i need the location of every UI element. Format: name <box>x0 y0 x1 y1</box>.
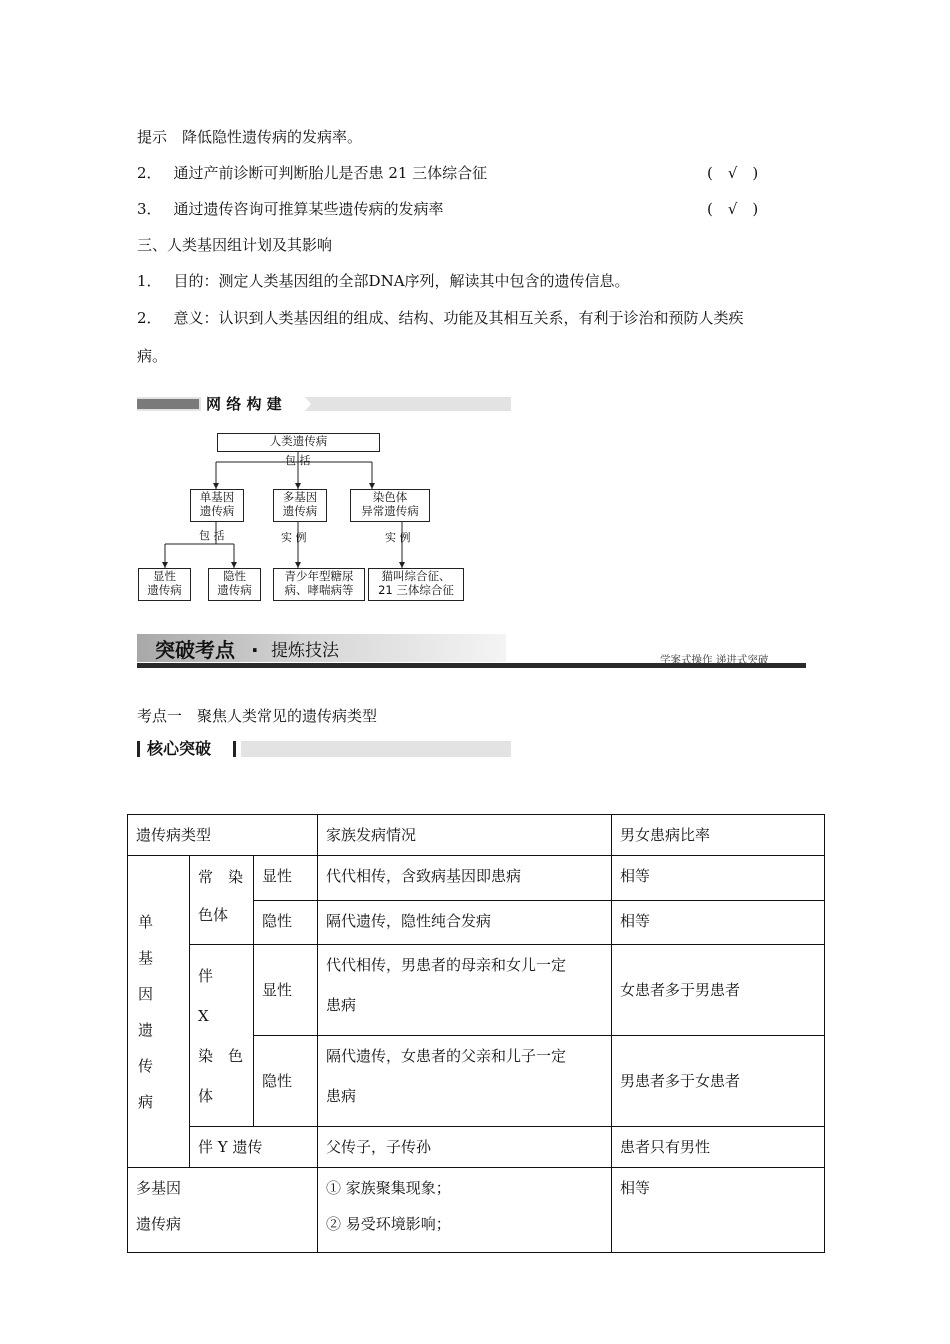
table-row <box>128 945 825 1036</box>
auto-rec-ratio-cell: 相等 <box>612 900 825 945</box>
cell-text: 代代相传，男患者的母亲和女儿一定 <box>326 956 567 974</box>
network-header-arrow-icon <box>295 395 313 413</box>
node-label: 遗传病 <box>217 583 252 597</box>
auto-dom-ratio-cell: 相等 <box>612 856 825 901</box>
node-label: 病、哮喘病等 <box>284 583 354 597</box>
item-text: 通过遗传咨询可推算某些遗传病的发病率 <box>173 200 444 218</box>
network-header-dark-block <box>137 399 199 409</box>
item-number: 2． <box>137 309 162 327</box>
autosome-cell <box>190 856 254 945</box>
x-rec-family-cell <box>318 1036 612 1127</box>
cell-text: 遗传病 <box>136 1215 182 1233</box>
item-text: 意义：认识到人类基因组的组成、结构、功能及其相互关系，有利于诊治和预防人类疾 <box>173 309 744 327</box>
vertical-char: 因 <box>138 984 154 1003</box>
node-label: 猫叫综合征、 <box>381 569 451 583</box>
item-number: 2． <box>137 164 162 182</box>
node-label: 遗传病 <box>199 504 235 518</box>
judge-item-2 <box>137 163 487 183</box>
cell-text: 染 色 <box>198 1046 244 1065</box>
judge-mark-3: ( √ ) <box>707 200 759 218</box>
node-chromosomal <box>350 489 430 522</box>
table-header-row <box>128 815 825 856</box>
node-recessive <box>208 568 261 601</box>
polygenic-ratio-cell: 相等 <box>612 1168 825 1253</box>
core-header-left-tick <box>137 741 140 757</box>
x-dom-family-cell <box>318 945 612 1036</box>
core-header-title: 核心突破 <box>147 739 212 758</box>
item-number: 1． <box>137 272 162 290</box>
polygenic-family-cell <box>318 1168 612 1253</box>
cell-text: 体 <box>198 1086 214 1105</box>
core-header-right-tick <box>233 741 236 757</box>
cell-text: ② 易受环境影响； <box>326 1215 451 1233</box>
node-label: 21 三体综合征 <box>378 583 454 597</box>
cell-text: 患病 <box>326 996 357 1014</box>
node-label: 单基因 <box>199 490 235 504</box>
vertical-char: 传 <box>138 1056 154 1075</box>
point1-title: 考点一 聚焦人类常见的遗传病类型 <box>137 707 378 725</box>
section3-title: 三、人类基因组计划及其影响 <box>137 236 333 254</box>
hint-text: 降低隐性遗传病的发病率。 <box>182 128 363 146</box>
header-cell-type: 遗传病类型 <box>128 815 318 856</box>
cell-text: ① 家族聚集现象； <box>326 1179 451 1197</box>
judge-mark-2: ( √ ) <box>707 164 759 182</box>
item-text: 目的：测定人类基因组的全部DNA序列，解读其中包含的遗传信息。 <box>173 272 630 290</box>
polygenic-cell <box>128 1168 318 1253</box>
edge-label-example-1: 实 例 <box>281 531 307 544</box>
node-label: 隐性 <box>223 569 246 583</box>
table-row <box>128 1168 825 1253</box>
node-label: 染色体 <box>372 490 408 504</box>
network-header-title: 网 络 构 建 <box>206 395 282 413</box>
hint-label: 提示 <box>137 128 168 146</box>
vertical-char: 遗 <box>138 1020 154 1039</box>
xlinked-cell <box>190 945 254 1127</box>
edge-label-example-2: 实 例 <box>385 531 411 544</box>
node-label: 异常遗传病 <box>361 504 419 518</box>
x-rec-ratio-cell: 男患者多于女患者 <box>612 1036 825 1127</box>
y-ratio-cell: 患者只有男性 <box>612 1127 825 1168</box>
s3-item-1 <box>137 271 630 291</box>
x-dom-ratio-cell: 女患者多于男患者 <box>612 945 825 1036</box>
node-label: 遗传病 <box>282 504 318 518</box>
dominant-cell: 显性 <box>254 856 318 901</box>
cell-text: 常 染 <box>198 868 244 886</box>
node-chrom-example <box>368 568 464 601</box>
item-text: 通过产前诊断可判断胎儿是否患 21 三体综合征 <box>173 164 488 182</box>
y-linked-cell: 伴 Y 遗传 <box>190 1127 318 1168</box>
edge-label-include-2: 包 括 <box>199 529 225 542</box>
node-multi-example <box>273 568 365 601</box>
breakthrough-right-text: 学案式操作 递进式突破 <box>660 654 769 666</box>
cell-text: 隔代遗传，女患者的父亲和儿子一定 <box>326 1047 567 1065</box>
node-single-gene <box>190 489 244 522</box>
recessive-cell: 隐性 <box>254 1036 318 1127</box>
dominant-cell: 显性 <box>254 945 318 1036</box>
node-label: 遗传病 <box>147 583 182 597</box>
table-row <box>128 856 825 901</box>
edge-label-include: 包 括 <box>285 454 311 467</box>
item-number: 3． <box>137 200 162 218</box>
breakthrough-title: 突破考点 <box>155 638 235 662</box>
genetic-disease-table <box>127 814 825 1253</box>
vertical-char: 单 <box>138 912 154 931</box>
node-multi-gene <box>273 489 327 522</box>
node-human-genetic-disease <box>217 433 380 452</box>
node-dominant <box>138 568 191 601</box>
judge-item-3 <box>137 199 444 219</box>
cell-text: 色体 <box>198 906 229 924</box>
y-family-cell: 父传子，子传孙 <box>318 1127 612 1168</box>
vertical-char: 基 <box>138 948 154 967</box>
breakthrough-subtitle: 提炼技法 <box>271 641 339 661</box>
recessive-cell: 隐性 <box>254 900 318 945</box>
header-cell-family: 家族发病情况 <box>318 815 612 856</box>
node-label: 多基因 <box>282 490 318 504</box>
single-gene-label-cell <box>128 856 190 1168</box>
auto-rec-family-cell: 隔代遗传，隐性纯合发病 <box>318 900 612 945</box>
vertical-char: 病 <box>138 1092 154 1111</box>
header-cell-ratio: 男女患病比率 <box>612 815 825 856</box>
s3-item-2-cont: 病。 <box>137 347 168 365</box>
auto-dom-family-cell: 代代相传，含致病基因即患病 <box>318 856 612 901</box>
node-label: 显性 <box>153 569 176 583</box>
s3-item-2 <box>137 308 744 328</box>
cell-text: 患病 <box>326 1087 357 1105</box>
cell-text: 多基因 <box>136 1179 182 1197</box>
cell-text: 伴 X <box>198 966 244 1025</box>
hint-line <box>137 127 362 147</box>
breakthrough-dot: · <box>251 638 259 662</box>
node-label: 青少年型糖尿 <box>284 569 354 583</box>
node-label: 人类遗传病 <box>269 434 328 448</box>
table-row <box>128 1127 825 1168</box>
